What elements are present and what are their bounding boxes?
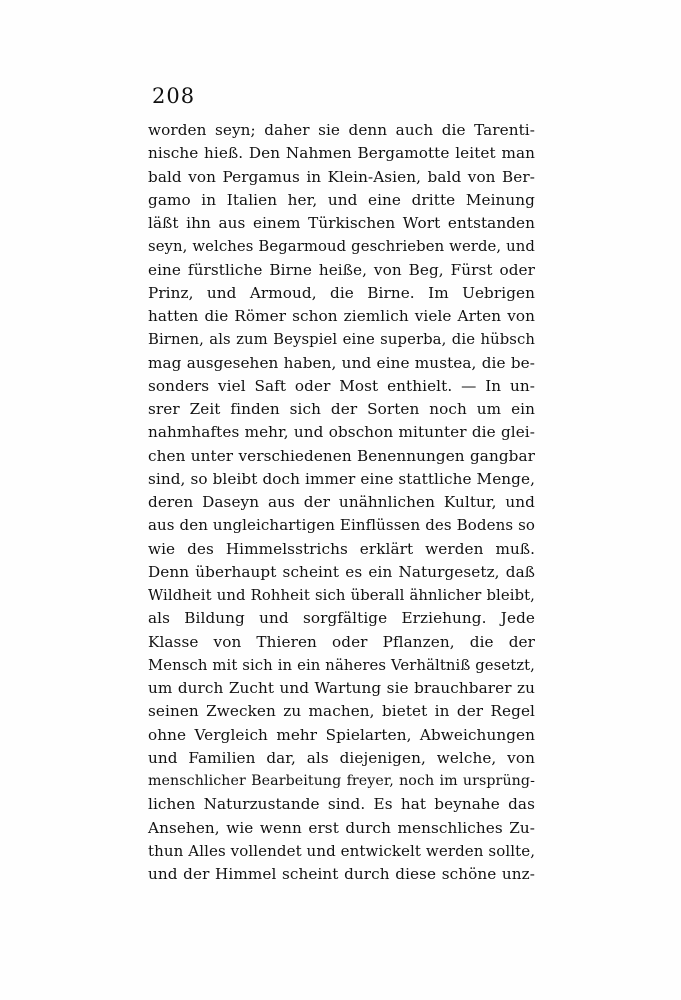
text-line: wie des Himmelsstrichs erklärt werden muß. bbox=[148, 539, 535, 558]
text-line: seyn, welches Begarmoud geschrieben werde, und bbox=[148, 238, 535, 256]
text-line: und der Himmel scheint durch diese schöne unz- bbox=[148, 865, 535, 883]
text-line: menschlicher Bearbeitung freyer, noch im ursprüng- bbox=[148, 773, 535, 789]
text-line: eine fürstliche Birne heiße, von Beg, Fürst oder bbox=[148, 260, 535, 279]
text-line: seinen Zwecken zu machen, bietet in der Regel bbox=[148, 702, 535, 721]
text-line: srer Zeit finden sich der Sorten noch um ein bbox=[148, 400, 535, 418]
text-line: hatten die Römer schon ziemlich viele Arten von bbox=[148, 307, 535, 325]
text-line: mag ausgesehen haben, und eine mustea, die be- bbox=[148, 353, 535, 372]
text-line: deren Daseyn aus der unähnlichen Kultur, und bbox=[148, 493, 535, 511]
body-text bbox=[148, 119, 535, 886]
text-line: um durch Zucht und Wartung sie brauchbarer zu bbox=[148, 679, 535, 697]
text-line: lichen Naturzustande sind. Es hat beynahe das bbox=[148, 795, 535, 814]
text-line: Wildheit und Rohheit sich überall ähnlicher bleibt, bbox=[148, 587, 535, 604]
text-line: chen unter verschiedenen Benennungen gangbar bbox=[148, 446, 535, 465]
text-line: und Familien dar, als diejenigen, welche, von bbox=[148, 748, 535, 767]
text-line: worden seyn; daher sie denn auch die Tarenti- bbox=[148, 121, 535, 139]
text-line: nische hieß. Den Nahmen Bergamotte leitet man bbox=[148, 144, 535, 163]
text-line: Denn überhaupt scheint es ein Naturgesetz, daß bbox=[148, 562, 535, 581]
text-line: läßt ihn aus einem Türkischen Wort entstanden bbox=[148, 214, 535, 232]
page-number: 208 bbox=[152, 84, 196, 108]
text-line: Birnen, als zum Beyspiel eine superba, die hübsch bbox=[148, 331, 535, 349]
text-line: Ansehen, wie wenn erst durch menschliches Zu- bbox=[148, 818, 535, 837]
text-line: sonders viel Saft oder Most enthielt. — In un- bbox=[148, 376, 535, 395]
text-line: thun Alles vollendet und entwickelt werden sollte, bbox=[148, 841, 536, 860]
text-line: sind, so bleibt doch immer eine stattliche Menge, bbox=[148, 469, 535, 488]
text-line: ohne Vergleich mehr Spielarten, Abweichungen bbox=[148, 725, 535, 744]
text-line: Klasse von Thieren oder Pflanzen, die der bbox=[148, 632, 535, 651]
text-line: Mensch mit sich in ein näheres Verhältniß gesetzt, bbox=[148, 656, 535, 674]
text-line: nahmhaftes mehr, und obschon mitunter die glei- bbox=[148, 423, 535, 442]
text-line: als Bildung und sorgfältige Erziehung. Jede bbox=[148, 609, 535, 628]
text-line: gamo in Italien her, und eine dritte Meinung bbox=[148, 190, 535, 209]
text-line: aus den ungleichartigen Einflüssen des Bodens so bbox=[148, 516, 535, 535]
text-line: bald von Pergamus in Klein-Asien, bald von Ber- bbox=[148, 167, 535, 186]
text-line: Prinz, und Armoud, die Birne. Im Uebrigen bbox=[148, 283, 535, 302]
